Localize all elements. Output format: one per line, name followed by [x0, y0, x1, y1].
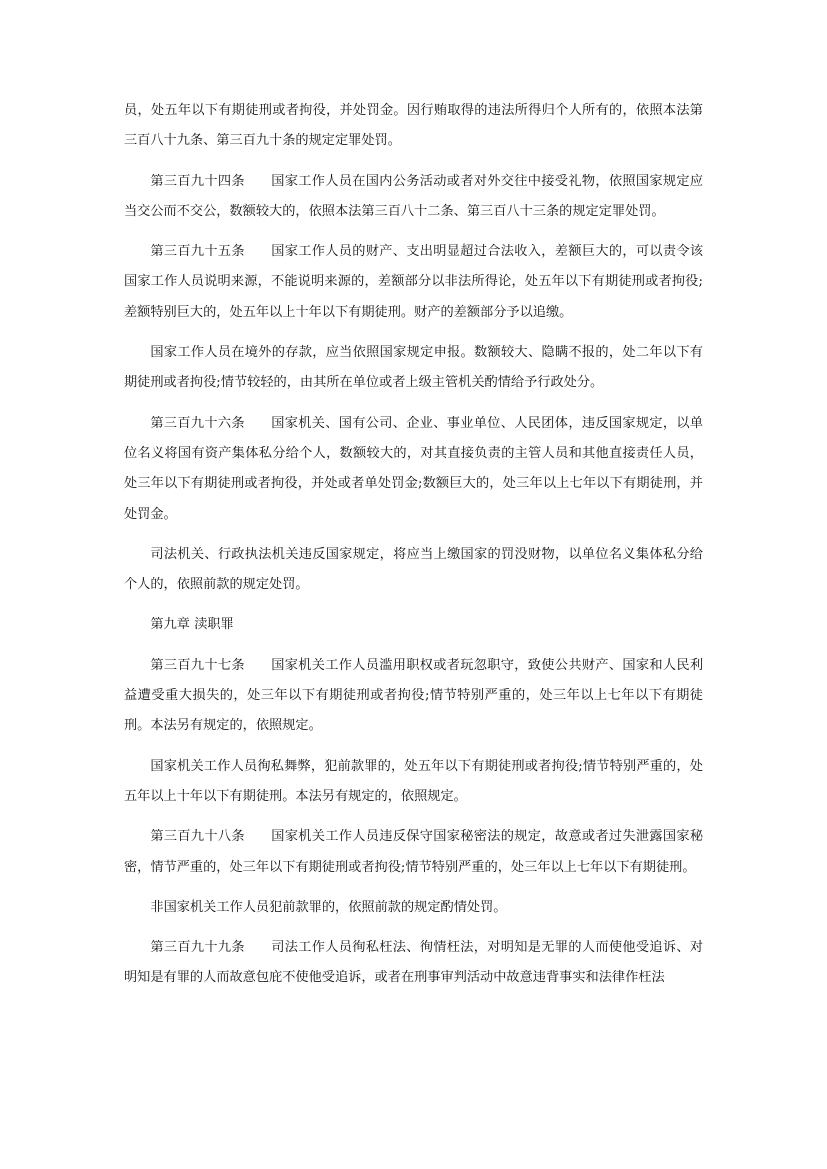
chapter-heading: [124, 610, 703, 640]
chapter-title: 第九章 渎职罪: [150, 617, 234, 633]
article-number: 第三百九十七条: [150, 657, 245, 673]
article-394: [124, 167, 703, 228]
paragraph-continuation: [124, 96, 703, 157]
paragraph-text: 国家机关工作人员徇私舞弊，犯前款罪的，处五年以下有期徒刑或者拘役;情节特别严重的，处五年以上十年以下有期徒刑。本法另有规定的，依照规定。: [124, 758, 703, 804]
paragraph-text: 国家机关工作人员滥用职权或者玩忽职守，致使公共财产、国家和人民利益遭受重大损失的，处三年以下有期徒刑或者拘役;情节特别严重的，处三年以上七年以下有期徒刑。本法另有规定的，依照规定。: [124, 657, 704, 734]
paragraph-text: 国家机关、国有公司、企业、事业单位、人民团体，违反国家规定，以单位名义将国有资产集体私分给个人，数额较大的，对其直接负责的主管人员和其他直接责任人员，处三年以下有期徒刑或者拘役，并处或者单处罚金;数额巨大的，处三年以上七年以下有期徒刑，并处罚金。: [124, 415, 704, 522]
article-395-clause-2: [124, 338, 703, 399]
article-398: [124, 822, 703, 883]
article-number: 第三百九十九条: [150, 940, 245, 956]
article-395: [124, 237, 703, 328]
article-number: 第三百九十八条: [150, 829, 245, 845]
article-396: [124, 409, 703, 530]
article-396-clause-2: [124, 540, 703, 601]
paragraph-text: 司法机关、行政执法机关违反国家规定，将应当上缴国家的罚没财物，以单位名义集体私分给个人的，依照前款的规定处罚。: [124, 546, 703, 593]
paragraph-text: 司法工作人员徇私枉法、徇情枉法，对明知是无罪的人而使他受追诉、对明知是有罪的人而故意包庇不使他受追诉，或者在刑事审判活动中故意违背事实和法律作枉法: [124, 940, 704, 986]
paragraph-text: 国家工作人员在国内公务活动或者对外交往中接受礼物，依照国家规定应当交公而不交公，数额较大的，依照本法第三百八十二条、第三百八十三条的规定定罪处罚。: [124, 173, 704, 219]
article-397-clause-2: [124, 752, 703, 813]
article-398-clause-2: [124, 893, 703, 923]
paragraph-text: 国家工作人员的财产、支出明显超过合法收入，差额巨大的，可以责令该国家工作人员说明来源，不能说明来源的，差额部分以非法所得论，处五年以下有期徒刑或者拘役;差额特别巨大的，处五年以上十年以下有期徒刑。财产的差额部分予以追缴。: [124, 244, 704, 320]
article-397: [124, 651, 703, 742]
paragraph-text: 员，处五年以下有期徒刑或者拘役，并处罚金。因行贿取得的违法所得归个人所有的，依照本法第三百八十九条、第三百九十条的规定定罪处罚。: [124, 103, 703, 149]
paragraph-text: 国家工作人员在境外的存款，应当依照国家规定申报。数额较大、隐瞒不报的，处二年以下有期徒刑或者拘役;情节较轻的，由其所在单位或者上级主管机关酌情给予行政处分。: [124, 345, 703, 391]
paragraph-text: 国家机关工作人员违反保守国家秘密法的规定，故意或者过失泄露国家秘密，情节严重的，处三年以下有期徒刑或者拘役;情节特别严重的，处三年以上七年以下有期徒刑。: [124, 829, 704, 875]
article-399: [124, 933, 703, 994]
article-number: 第三百九十六条: [150, 415, 245, 431]
article-number: 第三百九十五条: [150, 244, 245, 260]
paragraph-text: 非国家机关工作人员犯前款罪的，依照前款的规定酌情处罚。: [150, 899, 507, 915]
article-number: 第三百九十四条: [150, 173, 245, 189]
